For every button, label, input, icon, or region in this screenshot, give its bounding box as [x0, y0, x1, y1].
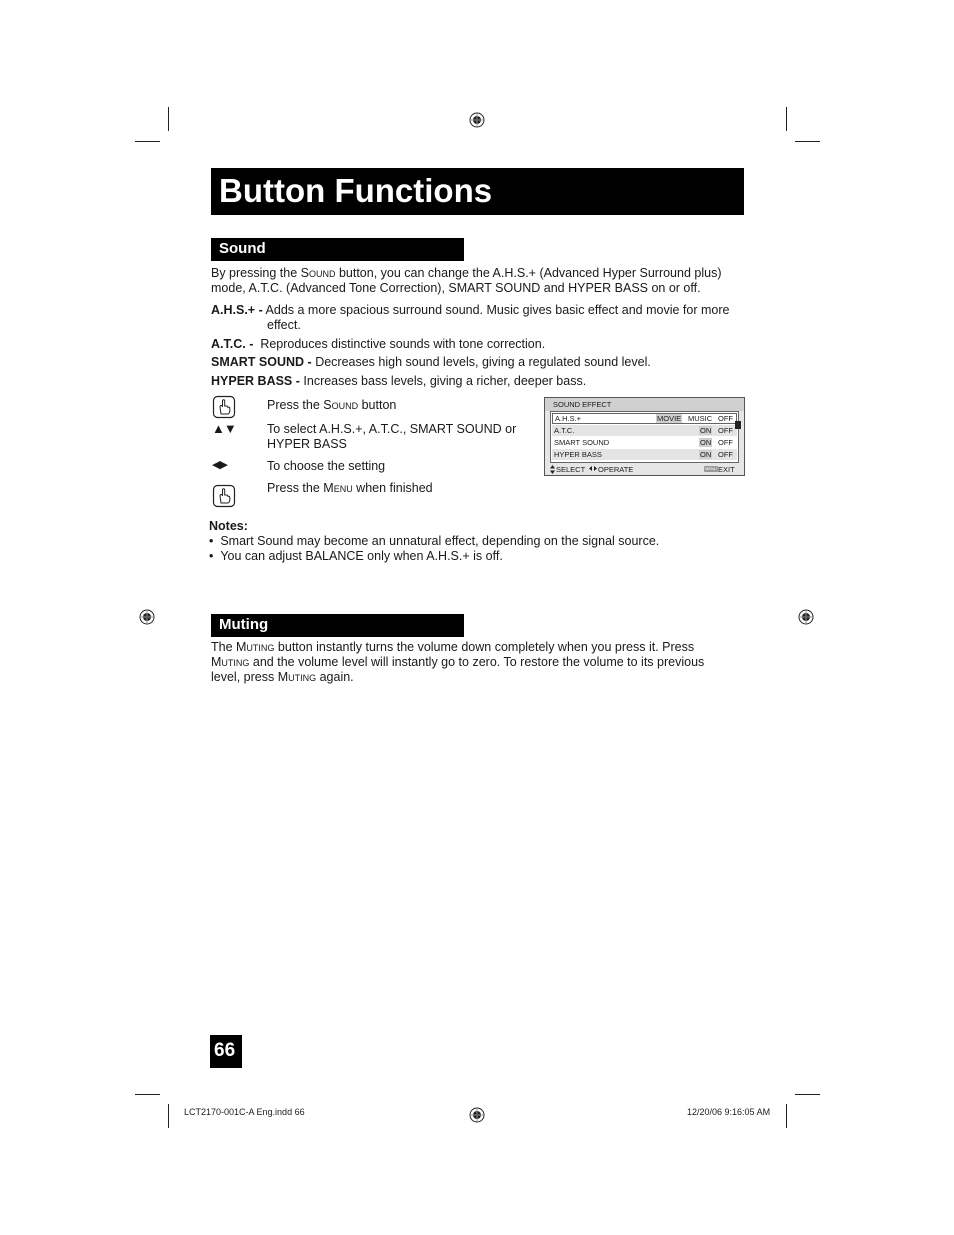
step-4 — [267, 481, 537, 496]
menu-row-label: A.H.S.+ — [555, 414, 582, 423]
step-3: To choose the setting — [267, 459, 386, 473]
menu-header — [545, 398, 744, 411]
text: level, press — [211, 670, 278, 684]
menu-row-atc — [552, 425, 737, 436]
text: button, you can change the A.H.S.+ (Advanced Hyper Surround plus) — [335, 266, 722, 280]
menu-option-selected: ON — [700, 426, 712, 435]
remote-hand-icon — [212, 484, 236, 508]
page-title: Button Functions — [219, 172, 493, 209]
definition-ahs — [211, 303, 751, 318]
button-name: Sound — [300, 266, 336, 280]
menu-option: OFF — [718, 450, 733, 459]
menu-option: MUSIC — [688, 414, 713, 423]
up-down-arrow-icon — [550, 465, 555, 474]
definition: Reproduces distinctive sounds with tone correction. — [260, 337, 546, 351]
sound-intro — [211, 266, 751, 296]
note-text: You can adjust BALANCE only when A.H.S.+ is off. — [220, 549, 503, 563]
section-title: Sound — [219, 240, 266, 257]
menu-row-label: SMART SOUND — [554, 438, 610, 447]
term: SMART SOUND - — [211, 355, 312, 369]
registration-mark-icon — [469, 112, 485, 128]
menu-title: SOUND EFFECT — [553, 400, 612, 409]
crop-mark — [786, 1104, 787, 1128]
footer-exit: EXIT — [718, 465, 735, 474]
page-title-bar — [211, 168, 744, 215]
up-down-arrow-icon: ▲▼ — [212, 421, 236, 436]
menu-option: OFF — [718, 426, 733, 435]
registration-mark-icon — [139, 609, 155, 625]
text: By pressing the — [211, 266, 301, 280]
text: and the volume level will instantly go to zero. To restore the volume to its previous — [249, 655, 705, 669]
menu-row-ahs — [552, 413, 737, 424]
text: again. — [316, 670, 354, 684]
text: HYPER BASS — [267, 437, 347, 451]
crop-mark — [168, 1104, 169, 1128]
menu-body — [550, 411, 739, 463]
page-number-box — [210, 1035, 242, 1068]
section-title: Muting — [219, 616, 269, 633]
menu-row-hyper-bass — [552, 449, 737, 460]
button-name: Muting — [211, 655, 250, 669]
definition-hyper-bass — [211, 374, 751, 389]
note-item: • Smart Sound may become an unnatural effect, depending on the signal source. — [209, 534, 660, 548]
definition-atc — [211, 337, 751, 352]
menu-row-smart-sound — [552, 437, 737, 448]
notes — [209, 519, 659, 564]
definition-smart-sound — [211, 355, 751, 370]
menu-footer — [545, 464, 744, 475]
definition: Increases bass levels, giving a richer, deeper bass. — [303, 374, 587, 388]
slug-file-info: LCT2170-001C-A Eng.indd 66 — [184, 1107, 305, 1117]
notes-heading: Notes: — [209, 519, 248, 533]
step-1 — [267, 398, 537, 413]
remote-hand-icon — [212, 395, 236, 419]
text: when finished — [352, 481, 433, 495]
text: To select A.H.S.+, A.T.C., SMART SOUND or — [267, 422, 517, 436]
term: A.H.S.+ - — [211, 303, 263, 317]
text: button — [358, 398, 397, 412]
definition: Adds a more spacious surround sound. Music gives basic effect and movie for more — [265, 303, 730, 317]
menu-row-label: A.T.C. — [554, 426, 575, 435]
menu-row-label: HYPER BASS — [554, 450, 602, 459]
button-name: Muting — [236, 640, 275, 654]
term: A.T.C. - — [211, 337, 254, 351]
crop-mark — [168, 107, 169, 131]
muting-text — [211, 640, 751, 685]
slug-timestamp: 12/20/06 9:16:05 AM — [687, 1107, 771, 1117]
menu-option-selected: ON — [700, 450, 712, 459]
crop-mark — [795, 141, 820, 142]
left-right-arrow-icon — [589, 466, 597, 471]
text: mode, A.T.C. (Advanced Tone Correction), SMART SOUND and HYPER BASS on or off. — [211, 281, 701, 295]
section-header-sound — [211, 238, 464, 261]
menu-option-selected: ON — [700, 438, 712, 447]
text: The — [211, 640, 237, 654]
footer-select: SELECT — [556, 465, 586, 474]
scroll-marker-icon — [735, 421, 741, 429]
button-name: Muting — [277, 670, 317, 684]
menu-option-selected: MOVIE — [657, 414, 682, 423]
menu-key-icon: MENU — [705, 466, 717, 471]
definition: Decreases high sound levels, giving a regulated sound level. — [315, 355, 651, 369]
menu-option: OFF — [718, 438, 733, 447]
button-name: Menu — [323, 481, 353, 495]
crop-mark — [135, 141, 160, 142]
menu-option: OFF — [718, 414, 733, 423]
left-right-arrow-icon: ◀ ▶ — [212, 459, 226, 471]
term: HYPER BASS - — [211, 374, 300, 388]
step-2 — [267, 422, 537, 452]
definition-continuation: effect. — [267, 318, 301, 332]
sound-effect-menu — [544, 397, 745, 476]
text: button instantly turns the volume down completely when you press it. Press — [274, 640, 695, 654]
registration-mark-icon — [798, 609, 814, 625]
text: Press the — [267, 481, 324, 495]
registration-mark-icon — [469, 1107, 485, 1123]
text: Press the — [267, 398, 324, 412]
note-text: Smart Sound may become an unnatural effect, depending on the signal source. — [220, 534, 660, 548]
crop-mark — [795, 1094, 820, 1095]
footer-operate: OPERATE — [598, 465, 634, 474]
note-item: • You can adjust BALANCE only when A.H.S.+ is off. — [209, 549, 503, 563]
crop-mark — [135, 1094, 160, 1095]
button-name: Sound — [323, 398, 359, 412]
page-number: 66 — [214, 1040, 236, 1061]
section-header-muting — [211, 614, 464, 637]
crop-mark — [786, 107, 787, 131]
